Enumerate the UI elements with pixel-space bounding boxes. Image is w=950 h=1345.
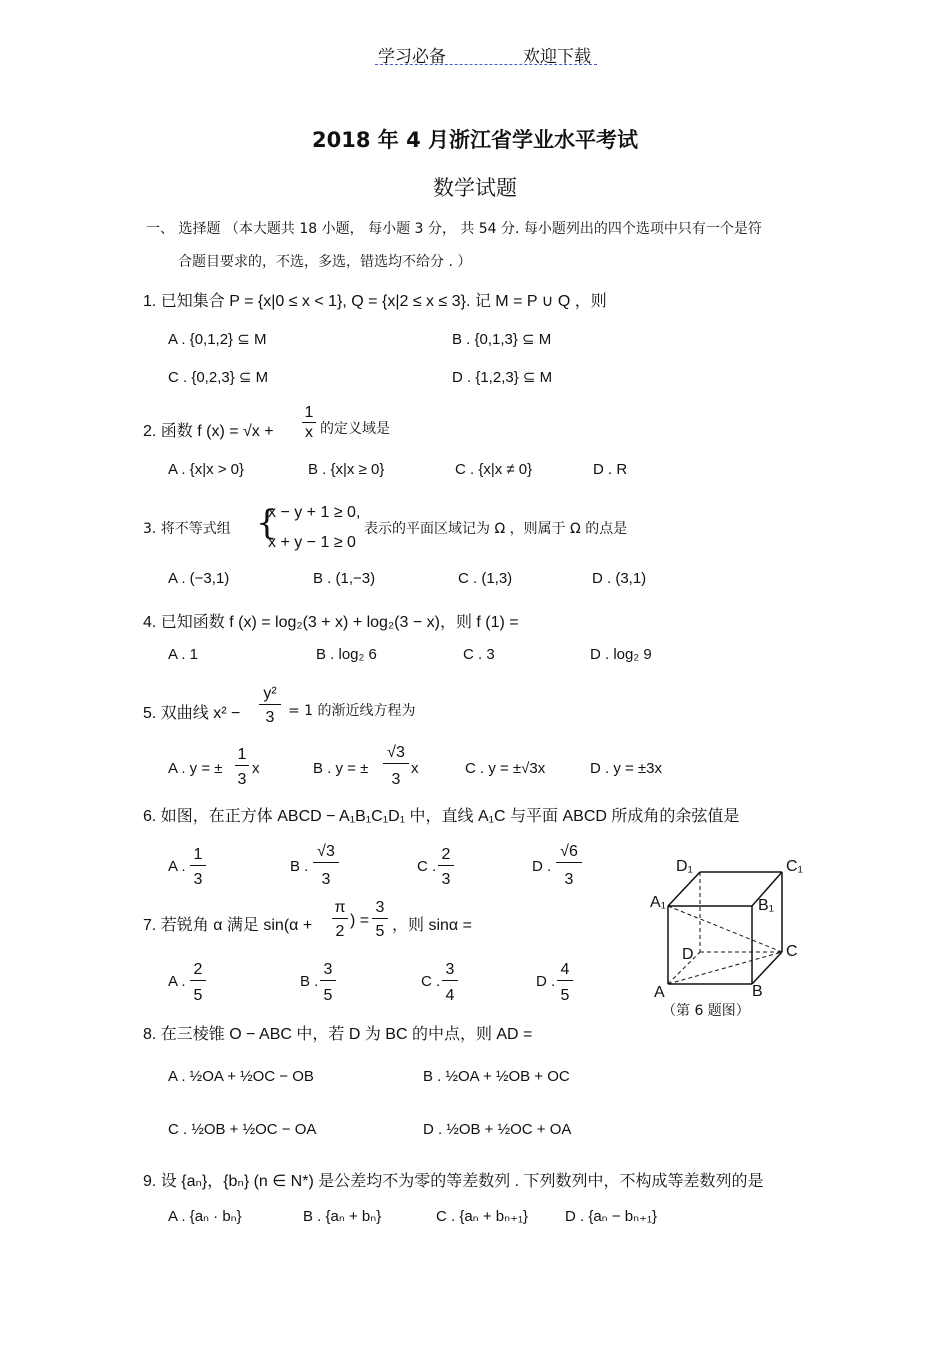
question-7-stem-post: ，则 sinα = — [392, 917, 472, 934]
vertex-label-d1: D₁ — [676, 858, 693, 875]
question-7-option-c-den: 4 — [445, 987, 455, 1004]
question-1-option-d[interactable]: D . {1,2,3} ⊆ M — [452, 369, 553, 386]
vertex-label-a: A — [654, 984, 665, 1001]
question-5-option-d[interactable]: D . y = ±3x — [590, 760, 663, 777]
question-3-stem-post: 表示的平面区域记为 Ω ，则属于 Ω 的点是 — [364, 521, 628, 537]
question-7-stem-pre: 7. 若锐角 α 满足 sin(α + — [143, 917, 313, 934]
question-7-option-b[interactable]: B . — [300, 973, 319, 990]
question-9-option-b[interactable]: B . {aₙ + bₙ} — [303, 1208, 382, 1225]
question-6-option-d-num: √6 — [556, 842, 582, 863]
question-4-option-a[interactable]: A . 1 — [168, 646, 199, 663]
question-6-option-b[interactable]: B . — [290, 858, 309, 875]
question-7-option-a-num: 2 — [190, 960, 206, 981]
question-9-stem: 9. 设 {aₙ}，{bₙ} (n ∈ N*) 是公差均不为零的等差数列 . 下列数列中，不构成等差数列的是 — [143, 1173, 764, 1190]
question-6-option-d-den: 3 — [564, 871, 574, 888]
question-4-option-c[interactable]: C . 3 — [463, 646, 495, 663]
question-2-stem-pre: 2. 函数 f (x) = √x + — [143, 423, 274, 440]
section-intro-line2: 合题目要求的，不选，多选，错选均不给分 . ） — [178, 254, 472, 270]
question-5-option-c[interactable]: C . y = ±√3x — [465, 760, 546, 777]
header-right: 欢迎下载 — [523, 47, 591, 67]
question-5-option-a-x: x — [252, 760, 260, 777]
question-1-option-a[interactable]: A . {0,1,2} ⊆ M — [168, 331, 267, 348]
question-4-option-d[interactable]: D . log₂ 9 — [590, 646, 652, 663]
question-7-r-den: 5 — [375, 923, 385, 940]
question-9-option-d[interactable]: D . {aₙ − bₙ₊₁} — [565, 1208, 658, 1225]
question-7-option-c-num: 3 — [442, 960, 458, 981]
question-5-option-b[interactable]: B . y = ± — [313, 760, 369, 777]
question-3-system-line1: x − y + 1 ≥ 0, — [268, 504, 361, 521]
question-3-option-d[interactable]: D . (3,1) — [592, 570, 647, 587]
question-6-option-a-num: 1 — [190, 845, 206, 866]
question-6-option-c[interactable]: C . — [417, 858, 437, 875]
question-8-stem: 8. 在三棱锥 O − ABC 中，若 D 为 BC 的中点，则 AD = — [143, 1026, 533, 1043]
question-1-stem: 1. 已知集合 P = {x|0 ≤ x < 1}, Q = {x|2 ≤ x ≤ 3}. 记 M = P ∪ Q ，则 — [143, 293, 607, 310]
question-3-option-a[interactable]: A . (−3,1) — [168, 570, 230, 587]
question-6-option-a-den: 3 — [193, 871, 203, 888]
question-8-option-a[interactable]: A . ½OA + ½OC − OB — [168, 1068, 314, 1085]
question-7-mid: ) = — [350, 912, 370, 929]
question-6-option-c-den: 3 — [441, 871, 451, 888]
question-5-option-b-num: √3 — [383, 743, 409, 764]
edge-a1d1 — [668, 872, 700, 906]
question-8-option-c[interactable]: C . ½OB + ½OC − OA — [168, 1121, 317, 1138]
vertex-label-d: D — [682, 946, 694, 963]
question-2-frac-den: x — [305, 424, 313, 441]
question-3-stem-pre: 3. 将不等式组 — [143, 521, 231, 537]
question-7-pi-den: 2 — [335, 923, 345, 940]
question-7-option-b-den: 5 — [323, 987, 333, 1004]
question-5-option-b-den: 3 — [391, 771, 401, 788]
page-subtitle: 数学试题 — [433, 176, 517, 200]
question-7-r-num: 3 — [372, 898, 388, 919]
question-5-option-a[interactable]: A . y = ± — [168, 760, 223, 777]
question-1-option-c[interactable]: C . {0,2,3} ⊆ M — [168, 369, 269, 386]
header-divider — [375, 64, 597, 65]
question-7-pi-num: π — [332, 898, 348, 919]
question-8-option-b[interactable]: B . ½OA + ½OB + OC — [423, 1068, 570, 1085]
question-6-option-b-num: √3 — [313, 842, 339, 863]
question-9-option-a[interactable]: A . {aₙ · bₙ} — [168, 1208, 242, 1225]
question-3-brace: { — [256, 503, 278, 543]
question-1-option-b[interactable]: B . {0,1,3} ⊆ M — [452, 331, 552, 348]
question-5-option-a-num: 1 — [235, 745, 249, 766]
question-7-option-a-den: 5 — [193, 987, 203, 1004]
question-5-stem-pre: 5. 双曲线 x² − — [143, 705, 241, 722]
question-3-option-b[interactable]: B . (1,−3) — [313, 570, 376, 587]
vertex-label-c: C — [786, 943, 798, 960]
question-7-option-d[interactable]: D . — [536, 973, 556, 990]
question-7-option-b-num: 3 — [320, 960, 336, 981]
question-6-option-b-den: 3 — [321, 871, 331, 888]
question-5-option-a-den: 3 — [237, 771, 247, 788]
question-2-stem-post: 的定义域是 — [320, 421, 390, 437]
question-7-option-d-num: 4 — [557, 960, 573, 981]
question-2-option-d[interactable]: D . R — [593, 461, 628, 478]
question-7-option-a[interactable]: A . — [168, 973, 186, 990]
question-4-stem: 4. 已知函数 f (x) = log₂(3 + x) + log₂(3 − x)，则 f (1) = — [143, 614, 519, 631]
question-5-stem-post: = 1 的渐近线方程为 — [288, 703, 416, 719]
question-2-option-c[interactable]: C . {x|x ≠ 0} — [455, 461, 533, 478]
question-5-frac-num: y² — [259, 684, 281, 705]
question-3-option-c[interactable]: C . (1,3) — [458, 570, 513, 587]
question-8-option-d[interactable]: D . ½OB + ½OC + OA — [423, 1121, 572, 1138]
vertex-label-b: B — [752, 983, 763, 1000]
question-5-option-b-x: x — [411, 760, 419, 777]
question-6-option-c-num: 2 — [438, 845, 454, 866]
question-6-stem: 6. 如图，在正方体 ABCD − A₁B₁C₁D₁ 中，直线 A₁C 与平面 ABCD 所成角的余弦值是 — [143, 808, 740, 825]
question-3-system-line2: x + y − 1 ≥ 0 — [268, 534, 356, 551]
vertex-label-a1: A₁ — [650, 894, 667, 911]
question-4-option-b[interactable]: B . log₂ 6 — [316, 646, 377, 663]
figure-caption: （第 6 题图） — [662, 1003, 750, 1019]
question-6-option-a[interactable]: A . — [168, 858, 186, 875]
question-7-option-c[interactable]: C . — [421, 973, 441, 990]
edge-bc — [752, 952, 782, 984]
question-5-frac-den: 3 — [265, 709, 275, 726]
question-7-option-d-den: 5 — [560, 987, 570, 1004]
question-9-option-c[interactable]: C . {aₙ + bₙ₊₁} — [436, 1208, 529, 1225]
question-6-option-d[interactable]: D . — [532, 858, 552, 875]
section-intro-line1: 一、 选择题 （本大题共 18 小题， 每小题 3 分， 共 54 分. 每小题列出的四个选项中只有一个是符 — [146, 221, 762, 237]
page-title: 2018 年 4 月浙江省学业水平考试 — [312, 128, 638, 152]
header-left: 学习必备 — [378, 47, 446, 67]
vertex-label-c1: C₁ — [786, 858, 803, 875]
question-2-frac-num: 1 — [302, 404, 316, 423]
question-2-option-b[interactable]: B . {x|x ≥ 0} — [308, 461, 385, 478]
question-2-option-a[interactable]: A . {x|x > 0} — [168, 461, 245, 478]
vertex-label-b1: B₁ — [758, 897, 775, 914]
